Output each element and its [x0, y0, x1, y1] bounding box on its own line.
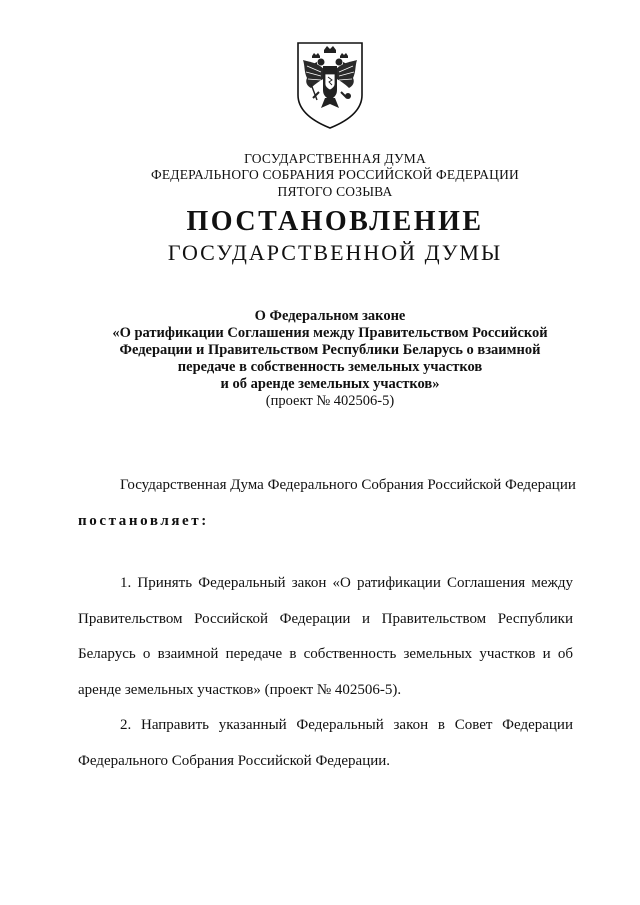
subject-line1: О Федеральном законе: [254, 308, 406, 324]
subject-line5: и об аренде земельных участков»: [220, 376, 440, 392]
resolves-word: постановляет:: [78, 513, 209, 529]
subject-line4: передаче в собственность земельных участков: [177, 359, 483, 375]
org-name-line1: ГОСУДАРСТВЕННАЯ ДУМА: [244, 151, 426, 166]
subject-line3: Федерации и Правительством Республики Беларусь о взаимной: [119, 342, 541, 358]
project-number: (проект № 402506-5): [265, 393, 395, 409]
document-subject: [80, 308, 580, 410]
resolution-item-1: 1. Принять Федеральный закон «О ратификации Соглашения между Правительством Российской Федерации и Правительством Республики Беларусь о взаимной передаче в собственность земельных участков и об аренде земельных участков» (проект № 402506-5).: [78, 575, 573, 698]
resolution-item-2: 2. Направить указанный Федеральный закон в Совет Федерации Федерального Собрания Российской Федерации.: [78, 717, 573, 769]
org-name-line2: ФЕДЕРАЛЬНОГО СОБРАНИЯ РОССИЙСКОЙ ФЕДЕРАЦИИ: [151, 167, 519, 182]
subject-line2: «О ратификации Соглашения между Правительством Российской: [112, 325, 548, 341]
document-issuer-title: ГОСУДАРСТВЕННОЙ ДУМЫ: [167, 240, 503, 265]
convocation-line: ПЯТОГО СОЗЫВА: [277, 184, 393, 199]
coat-of-arms-icon: [295, 40, 365, 130]
document-type-title: ПОСТАНОВЛЕНИЕ: [186, 206, 484, 237]
intro-paragraph: Государственная Дума Федерального Собрания Российской Федерации: [120, 477, 576, 493]
